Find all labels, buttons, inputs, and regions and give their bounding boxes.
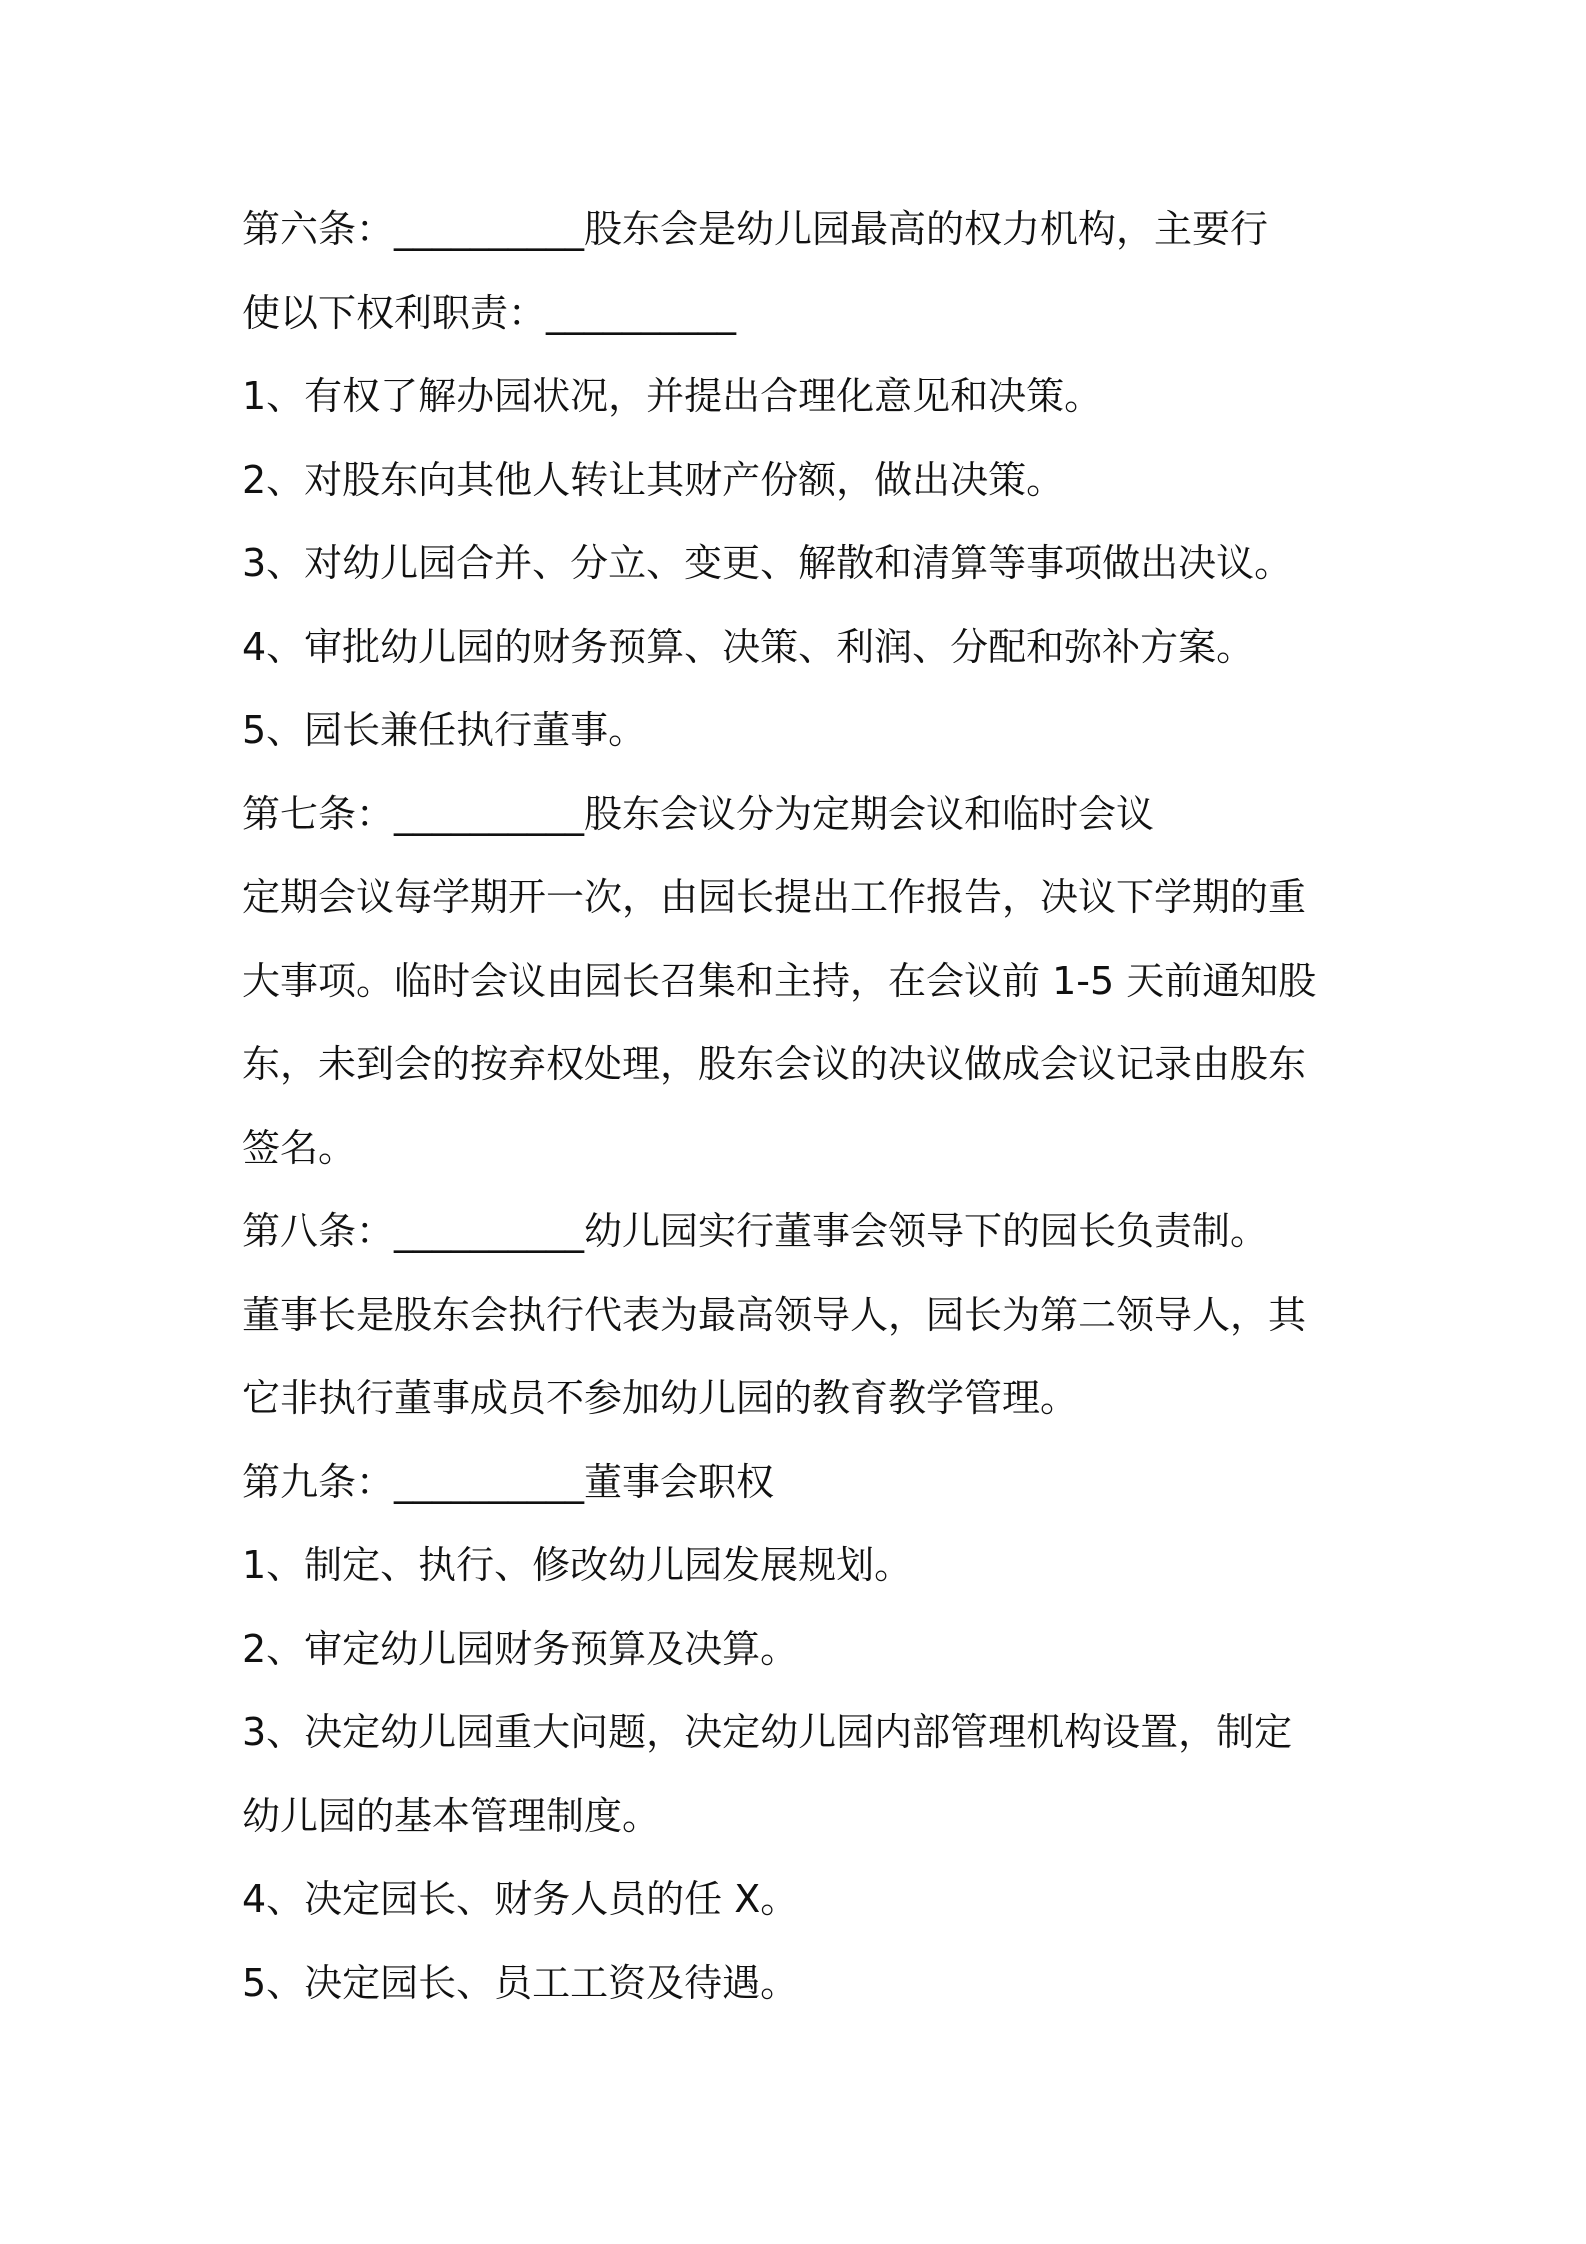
- article-7-paragraph-line-4: 签名。: [242, 1125, 357, 1170]
- article-9-item-1: 1、制定、执行、修改幼儿园发展规划。: [242, 1543, 913, 1587]
- article-7-paragraph-line-2: 大事项。临时会议由园长召集和主持，在会议前 1-5 天前通知股: [242, 958, 1317, 1003]
- article-7-paragraph-line-3: 东，未到会的按弃权处理，股东会议的决议做成会议记录由股东: [242, 1042, 1307, 1086]
- article-7-heading: 第七条：__________股东会议分为定期会议和临时会议: [242, 791, 1155, 836]
- article-8-paragraph-line-2: 它非执行董事成员不参加幼儿园的教育教学管理。: [242, 1376, 1079, 1420]
- article-6-item-5: 5、园长兼任执行董事。: [242, 708, 647, 752]
- article-6-item-1: 1、有权了解办园状况，并提出合理化意见和决策。: [242, 374, 1103, 418]
- article-6-item-3: 3、对幼儿园合并、分立、变更、解散和清算等事项做出决议。: [242, 541, 1293, 585]
- article-9-item-3-line-1: 3、决定幼儿园重大问题，决定幼儿园内部管理机构设置，制定: [242, 1710, 1293, 1754]
- article-8-heading: 第八条：__________幼儿园实行董事会领导下的园长负责制。: [242, 1209, 1269, 1253]
- article-6-heading-line-2: 使以下权利职责：__________: [242, 290, 737, 335]
- document-body: [242, 188, 1352, 2025]
- article-7-paragraph-line-1: 定期会议每学期开一次，由园长提出工作报告，决议下学期的重: [242, 875, 1307, 919]
- article-6-item-2: 2、对股东向其他人转让其财产份额，做出决策。: [242, 457, 1065, 502]
- article-9-item-4: 4、决定园长、财务人员的任 X。: [242, 1877, 799, 1921]
- article-9-item-2: 2、审定幼儿园财务预算及决算。: [242, 1626, 799, 1671]
- article-9-item-3-line-2: 幼儿园的基本管理制度。: [242, 1793, 661, 1838]
- article-6-heading-line-1: 第六条：__________股东会是幼儿园最高的权力机构，主要行: [242, 207, 1269, 251]
- article-6-item-4: 4、审批幼儿园的财务预算、决策、利润、分配和弥补方案。: [242, 624, 1255, 669]
- article-9-item-5: 5、决定园长、员工工资及待遇。: [242, 1960, 799, 2005]
- article-9-heading: 第九条：__________董事会职权: [242, 1459, 775, 1504]
- article-8-paragraph-line-1: 董事长是股东会执行代表为最高领导人，园长为第二领导人，其: [242, 1292, 1307, 1337]
